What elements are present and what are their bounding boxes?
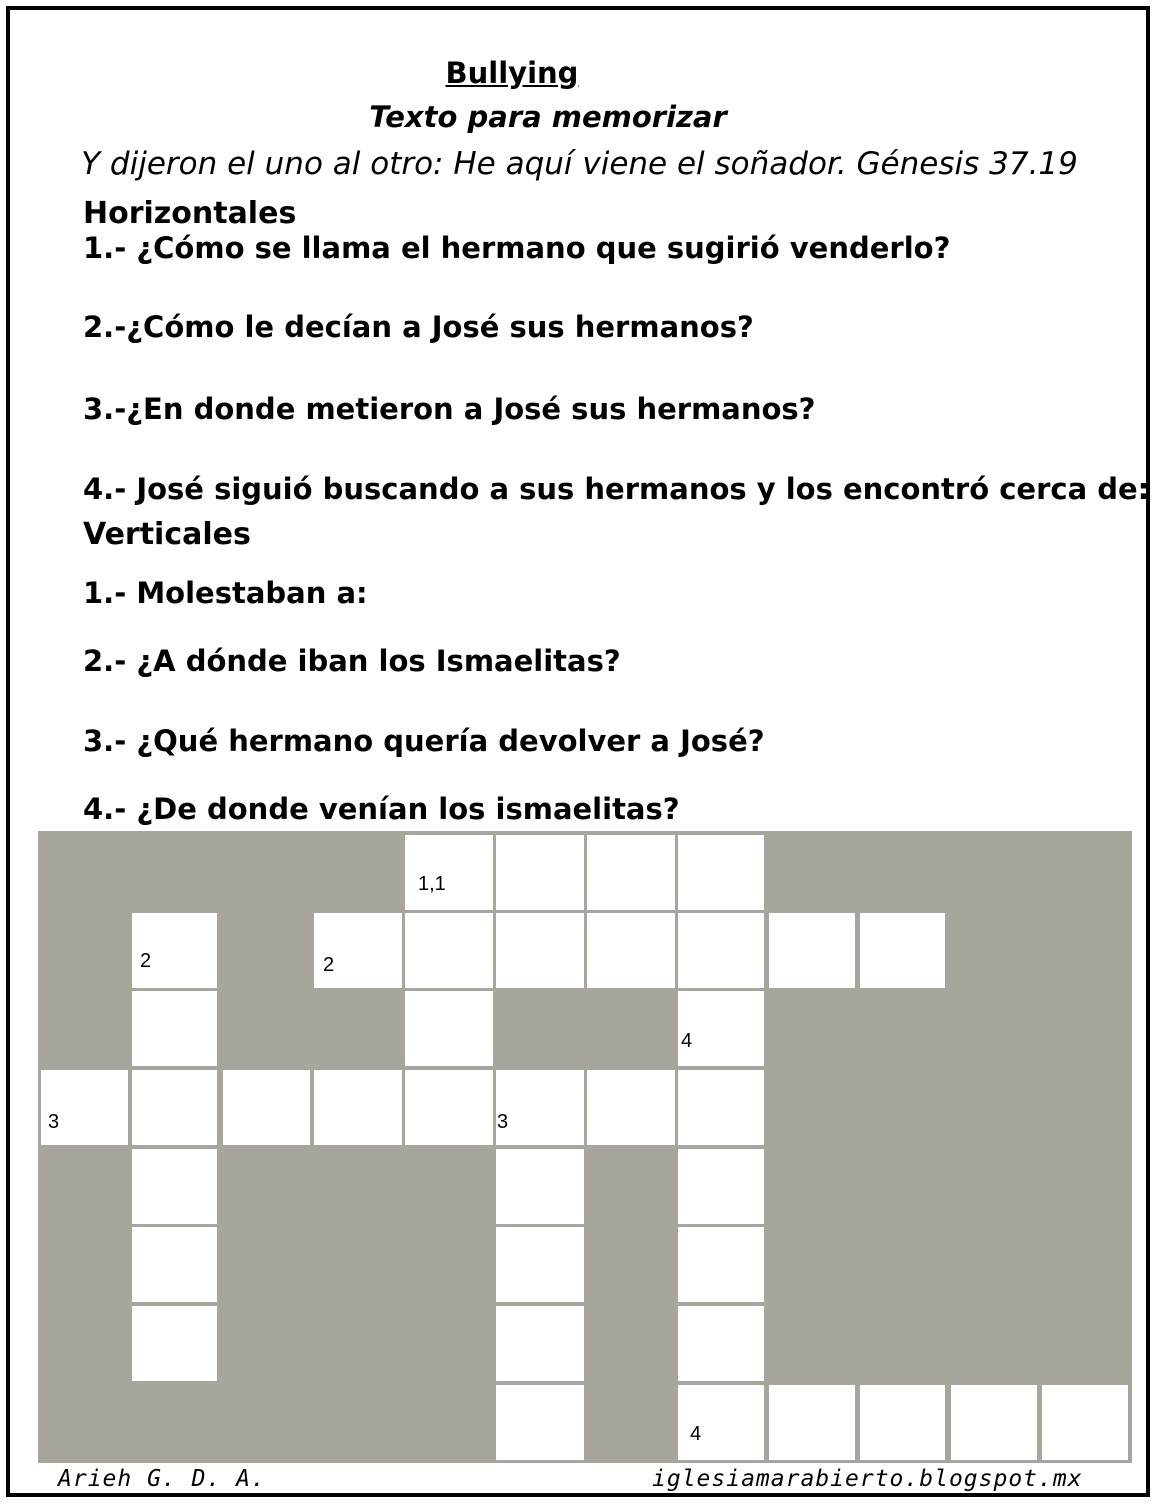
- crossword-cell[interactable]: [587, 1070, 675, 1145]
- crossword-cell[interactable]: [405, 1070, 493, 1145]
- author-credit: Arieh G. D. A.: [58, 1466, 266, 1492]
- vertical-clue-3: 3.- ¿Qué hermano quería devolver a José?: [83, 724, 765, 758]
- cell-number-v3: 3: [497, 1111, 509, 1133]
- vertical-clue-4: 4.- ¿De donde venían los ismaelitas?: [83, 792, 680, 826]
- blog-url: iglesiamarabierto.blogspot.mx: [652, 1466, 1083, 1492]
- page-title: Bullying: [445, 56, 579, 90]
- crossword-cell[interactable]: [314, 1070, 402, 1145]
- crossword-cell[interactable]: [132, 1306, 217, 1381]
- horizontales-heading: Horizontales: [83, 196, 297, 231]
- verticales-heading: Verticales: [83, 517, 251, 552]
- crossword-grid: [38, 831, 1132, 1463]
- crossword-cell[interactable]: [769, 1385, 855, 1460]
- crossword-cell[interactable]: [132, 1070, 217, 1145]
- crossword-cell[interactable]: [496, 835, 584, 910]
- crossword-cell[interactable]: [678, 913, 764, 988]
- crossword-cell[interactable]: [678, 1306, 764, 1381]
- horizontal-clue-4: 4.- José siguió buscando a sus hermanos y los encontró cerca de:: [83, 472, 1150, 506]
- crossword-cell[interactable]: [496, 1385, 584, 1460]
- crossword-cell[interactable]: [587, 913, 675, 988]
- crossword-cell[interactable]: [860, 1385, 945, 1460]
- crossword-cell[interactable]: [951, 1385, 1037, 1460]
- crossword-cell[interactable]: [496, 913, 584, 988]
- crossword-cell[interactable]: [405, 913, 493, 988]
- crossword-cell[interactable]: [132, 991, 217, 1066]
- crossword-cell[interactable]: [678, 991, 764, 1066]
- horizontal-clue-3: 3.-¿En donde metieron a José sus hermanos?: [83, 392, 816, 426]
- crossword-cell[interactable]: [678, 1149, 764, 1224]
- vertical-clue-1: 1.- Molestaban a:: [83, 576, 368, 610]
- crossword-cell[interactable]: [678, 835, 764, 910]
- crossword-cell[interactable]: [496, 1149, 584, 1224]
- memory-text-heading: Texto para memorizar: [369, 100, 727, 134]
- crossword-cell[interactable]: [678, 1227, 764, 1302]
- crossword-cell[interactable]: [587, 835, 675, 910]
- cell-number-h2: 2: [323, 954, 335, 976]
- crossword-cell[interactable]: [678, 1070, 764, 1145]
- crossword-cell[interactable]: [132, 1149, 217, 1224]
- crossword-cell[interactable]: [860, 913, 945, 988]
- crossword-cell[interactable]: [496, 1227, 584, 1302]
- crossword-cell[interactable]: [405, 991, 493, 1066]
- cell-number-h4: 4: [690, 1423, 702, 1445]
- horizontal-clue-1: 1.- ¿Cómo se llama el hermano que sugirió venderlo?: [83, 231, 951, 265]
- cell-number-1-1: 1,1: [418, 873, 446, 895]
- crossword-cell[interactable]: [496, 1070, 584, 1145]
- memory-verse: Y dijeron el uno al otro: He aquí viene el soñador. Génesis 37.19: [81, 146, 1078, 182]
- horizontal-clue-2: 2.-¿Cómo le decían a José sus hermanos?: [83, 310, 754, 344]
- cell-number-v2: 2: [140, 950, 152, 972]
- crossword-cell[interactable]: [769, 913, 855, 988]
- crossword-cell[interactable]: [132, 1227, 217, 1302]
- crossword-cell[interactable]: [223, 1070, 310, 1145]
- crossword-cell[interactable]: [496, 1306, 584, 1381]
- crossword-cell[interactable]: [1042, 1385, 1128, 1460]
- cell-number-v4: 4: [681, 1030, 693, 1052]
- cell-number-h3: 3: [48, 1111, 60, 1133]
- vertical-clue-2: 2.- ¿A dónde iban los Ismaelitas?: [83, 644, 621, 678]
